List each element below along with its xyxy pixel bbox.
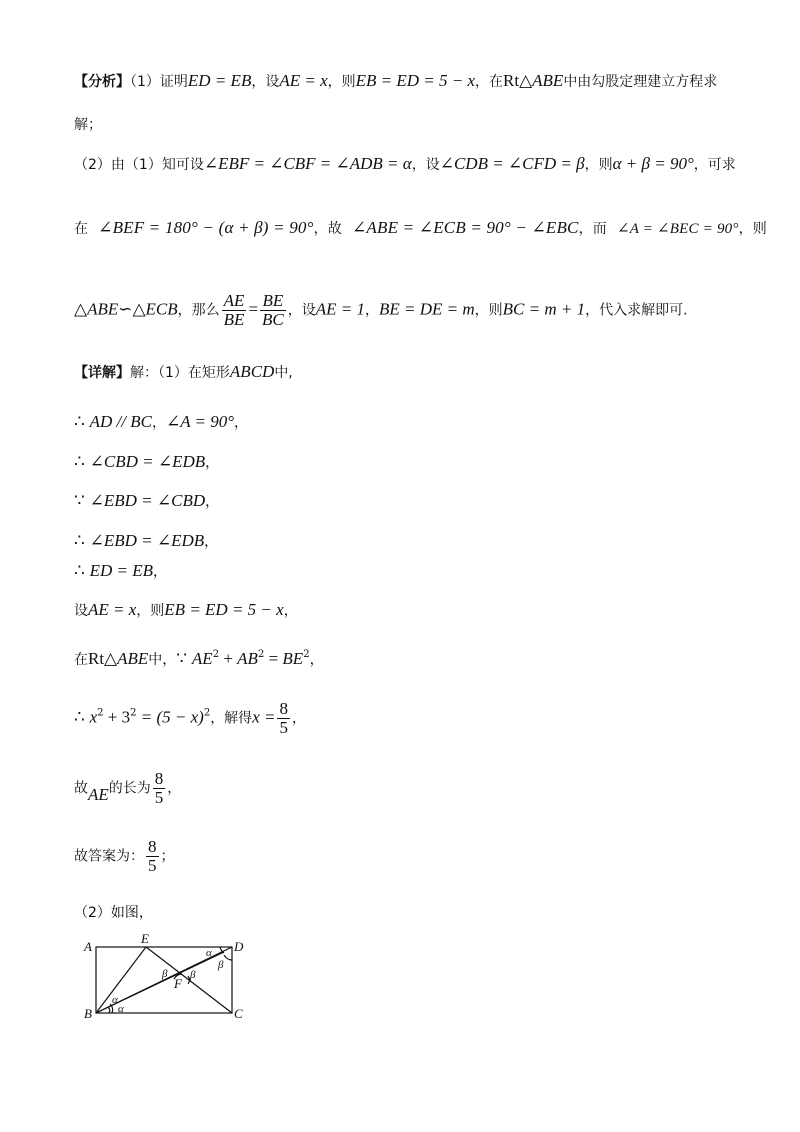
math: = — [264, 649, 283, 668]
therefore-symbol: ∴ — [74, 561, 85, 580]
math: ∠EBD = ∠EDB — [89, 531, 205, 550]
numerator: 8 — [154, 769, 164, 788]
detail-step-8 — [74, 700, 306, 737]
math: BE = DE = m — [379, 299, 475, 319]
numerator: 8 — [279, 699, 288, 718]
math: ∠A = ∠BEC = 90° — [616, 221, 739, 237]
fraction-8-5 — [146, 838, 159, 875]
text: ， — [234, 415, 249, 431]
text: ， — [205, 494, 220, 510]
text: ，设 — [287, 302, 316, 319]
superscript: 2 — [303, 649, 310, 660]
beta-label-f-right: β — [190, 969, 196, 981]
analysis-line-4 — [74, 292, 688, 329]
detail-step-4 — [74, 532, 218, 549]
geometry-figure — [74, 930, 274, 1025]
math: AE = 1 — [315, 299, 366, 319]
text: ，而 — [578, 221, 608, 237]
text: ，在 — [475, 74, 504, 90]
label-f: F — [174, 976, 182, 991]
text: ， — [365, 302, 380, 319]
therefore-symbol: ∴ — [74, 452, 85, 471]
fraction-8-5 — [277, 700, 290, 737]
text: 在 — [74, 221, 89, 237]
therefore-symbol: ∴ — [74, 531, 85, 550]
text: ，则 — [474, 302, 503, 319]
math: + — [219, 649, 238, 668]
math: ABE — [117, 649, 149, 668]
math: AE = x — [279, 71, 328, 90]
math: AB — [237, 649, 258, 668]
beta-label-d: β — [218, 959, 224, 971]
math: AE — [88, 785, 109, 805]
math: = (5 − x) — [136, 707, 204, 727]
math: ∠BEF = 180° − (α + β) = 90° — [98, 218, 314, 237]
text: ，则 — [327, 74, 356, 90]
numerator: BE — [260, 292, 286, 311]
text: ，则 — [738, 221, 767, 237]
math: △ABE∽△ECB — [74, 299, 178, 319]
math: ED = EB — [187, 71, 252, 90]
detail-step-2 — [74, 453, 219, 470]
text: ， — [309, 652, 324, 668]
alpha-label-b-lower: α — [118, 1003, 124, 1015]
text: 解； — [74, 117, 102, 133]
text: ； — [160, 848, 175, 865]
math: = — [248, 299, 259, 319]
math: ED = EB — [89, 561, 154, 580]
math: x — [89, 707, 98, 727]
text: ，设 — [411, 157, 440, 173]
because-symbol: ∵ — [176, 649, 188, 668]
denominator: 5 — [154, 787, 164, 807]
angle-arc-d-lower — [224, 955, 232, 960]
label-a: A — [84, 939, 92, 954]
denominator: 5 — [279, 717, 288, 737]
text: 设 — [74, 603, 88, 619]
text: ，则 — [136, 603, 165, 619]
text: 中由勾股定理建立方程求 — [563, 74, 718, 90]
text: 故答案为： — [74, 848, 144, 865]
math: EB = ED = 5 − x — [164, 600, 284, 619]
fraction-ae-be — [222, 292, 247, 329]
detail-step-1 — [74, 413, 248, 430]
math: ∠ABE = ∠ECB = 90° − ∠EBC — [351, 218, 579, 237]
because-symbol: ∵ — [74, 491, 85, 510]
detail-step-6 — [74, 601, 298, 618]
denominator: BC — [262, 309, 284, 329]
math: BC = m + 1 — [502, 299, 586, 319]
text: ，可求 — [693, 157, 736, 173]
math: AE — [191, 649, 213, 668]
label-c: C — [234, 1006, 243, 1021]
text: ，代入求解即可. — [585, 302, 688, 319]
superscript: 2 — [203, 707, 211, 719]
text: ， — [205, 455, 220, 471]
alpha-label-d: α — [206, 947, 212, 959]
analysis-line-3 — [74, 219, 767, 237]
text: ， — [291, 710, 306, 727]
text: （2）由（1）知可设 — [74, 157, 204, 173]
math: α + β = 90° — [612, 154, 694, 173]
text: 中， — [148, 652, 177, 668]
detail-step-11 — [74, 905, 153, 920]
analysis-line-1b — [74, 117, 102, 132]
detail-line-1 — [74, 363, 293, 380]
math: Rt△ — [88, 649, 118, 668]
math: + 3 — [103, 707, 131, 727]
text: 故 — [74, 780, 88, 797]
numerator: AE — [223, 291, 245, 310]
math: BE — [282, 649, 304, 668]
detail-step-5 — [74, 562, 167, 579]
text: ， — [204, 534, 219, 550]
angle-arc-b-lower — [108, 1007, 110, 1013]
text: 中, — [274, 365, 293, 381]
text: 在 — [74, 652, 88, 668]
detail-step-7 — [74, 650, 324, 667]
text: ，设 — [251, 74, 280, 90]
label-e: E — [141, 931, 149, 946]
math: ∠CBD = ∠EDB — [89, 452, 206, 471]
analysis-line-2 — [74, 155, 736, 172]
text: ， — [153, 564, 168, 580]
math: Rt△ — [503, 71, 533, 90]
text: 解：（1）在矩形 — [130, 365, 230, 381]
therefore-symbol: ∴ — [74, 412, 85, 431]
alpha-label-b-upper: α — [112, 994, 118, 1006]
superscript: 2 — [97, 707, 104, 719]
text: 的长为 — [108, 780, 151, 797]
math: AD // BC — [89, 412, 152, 431]
text: （2）如图， — [74, 905, 153, 921]
math: ∠EBF = ∠CBF = ∠ADB = α — [203, 154, 412, 173]
detail-step-3 — [74, 492, 219, 509]
text: ，故 — [313, 221, 343, 237]
label-d: D — [234, 939, 244, 954]
math: ABE — [532, 71, 564, 90]
detail-step-9 — [74, 770, 181, 807]
superscript: 2 — [212, 649, 220, 660]
superscript: 2 — [257, 649, 265, 660]
math: ∠EBD = ∠CBD — [89, 491, 206, 510]
superscript: 2 — [130, 707, 137, 719]
math: AE = x — [88, 600, 137, 619]
text: ， — [167, 780, 182, 797]
therefore-symbol: ∴ — [74, 707, 85, 727]
text: （1）证明 — [130, 74, 188, 90]
math: x = — [252, 707, 276, 727]
numerator: 8 — [148, 837, 157, 856]
analysis-line-1 — [74, 72, 717, 89]
math: ∠A = 90° — [165, 412, 235, 431]
math: ∠CDB = ∠CFD = β — [439, 154, 585, 173]
denominator: BE — [223, 309, 245, 329]
fraction-be-bc — [260, 292, 286, 329]
fraction-8-5 — [153, 770, 166, 807]
label-b: B — [84, 1006, 92, 1021]
detail-step-10 — [74, 838, 175, 875]
text: ，解得 — [210, 710, 253, 727]
text: ，则 — [584, 157, 613, 173]
math: ABCD — [229, 362, 275, 381]
text: ，那么 — [177, 302, 220, 319]
beta-label-f-left: β — [162, 968, 168, 980]
text: ， — [151, 415, 166, 431]
text: ， — [283, 603, 298, 619]
math: EB = ED = 5 − x — [355, 71, 476, 90]
analysis-tag: 【分析】 — [74, 74, 130, 90]
detail-tag: 【详解】 — [74, 365, 130, 381]
denominator: 5 — [148, 855, 157, 875]
